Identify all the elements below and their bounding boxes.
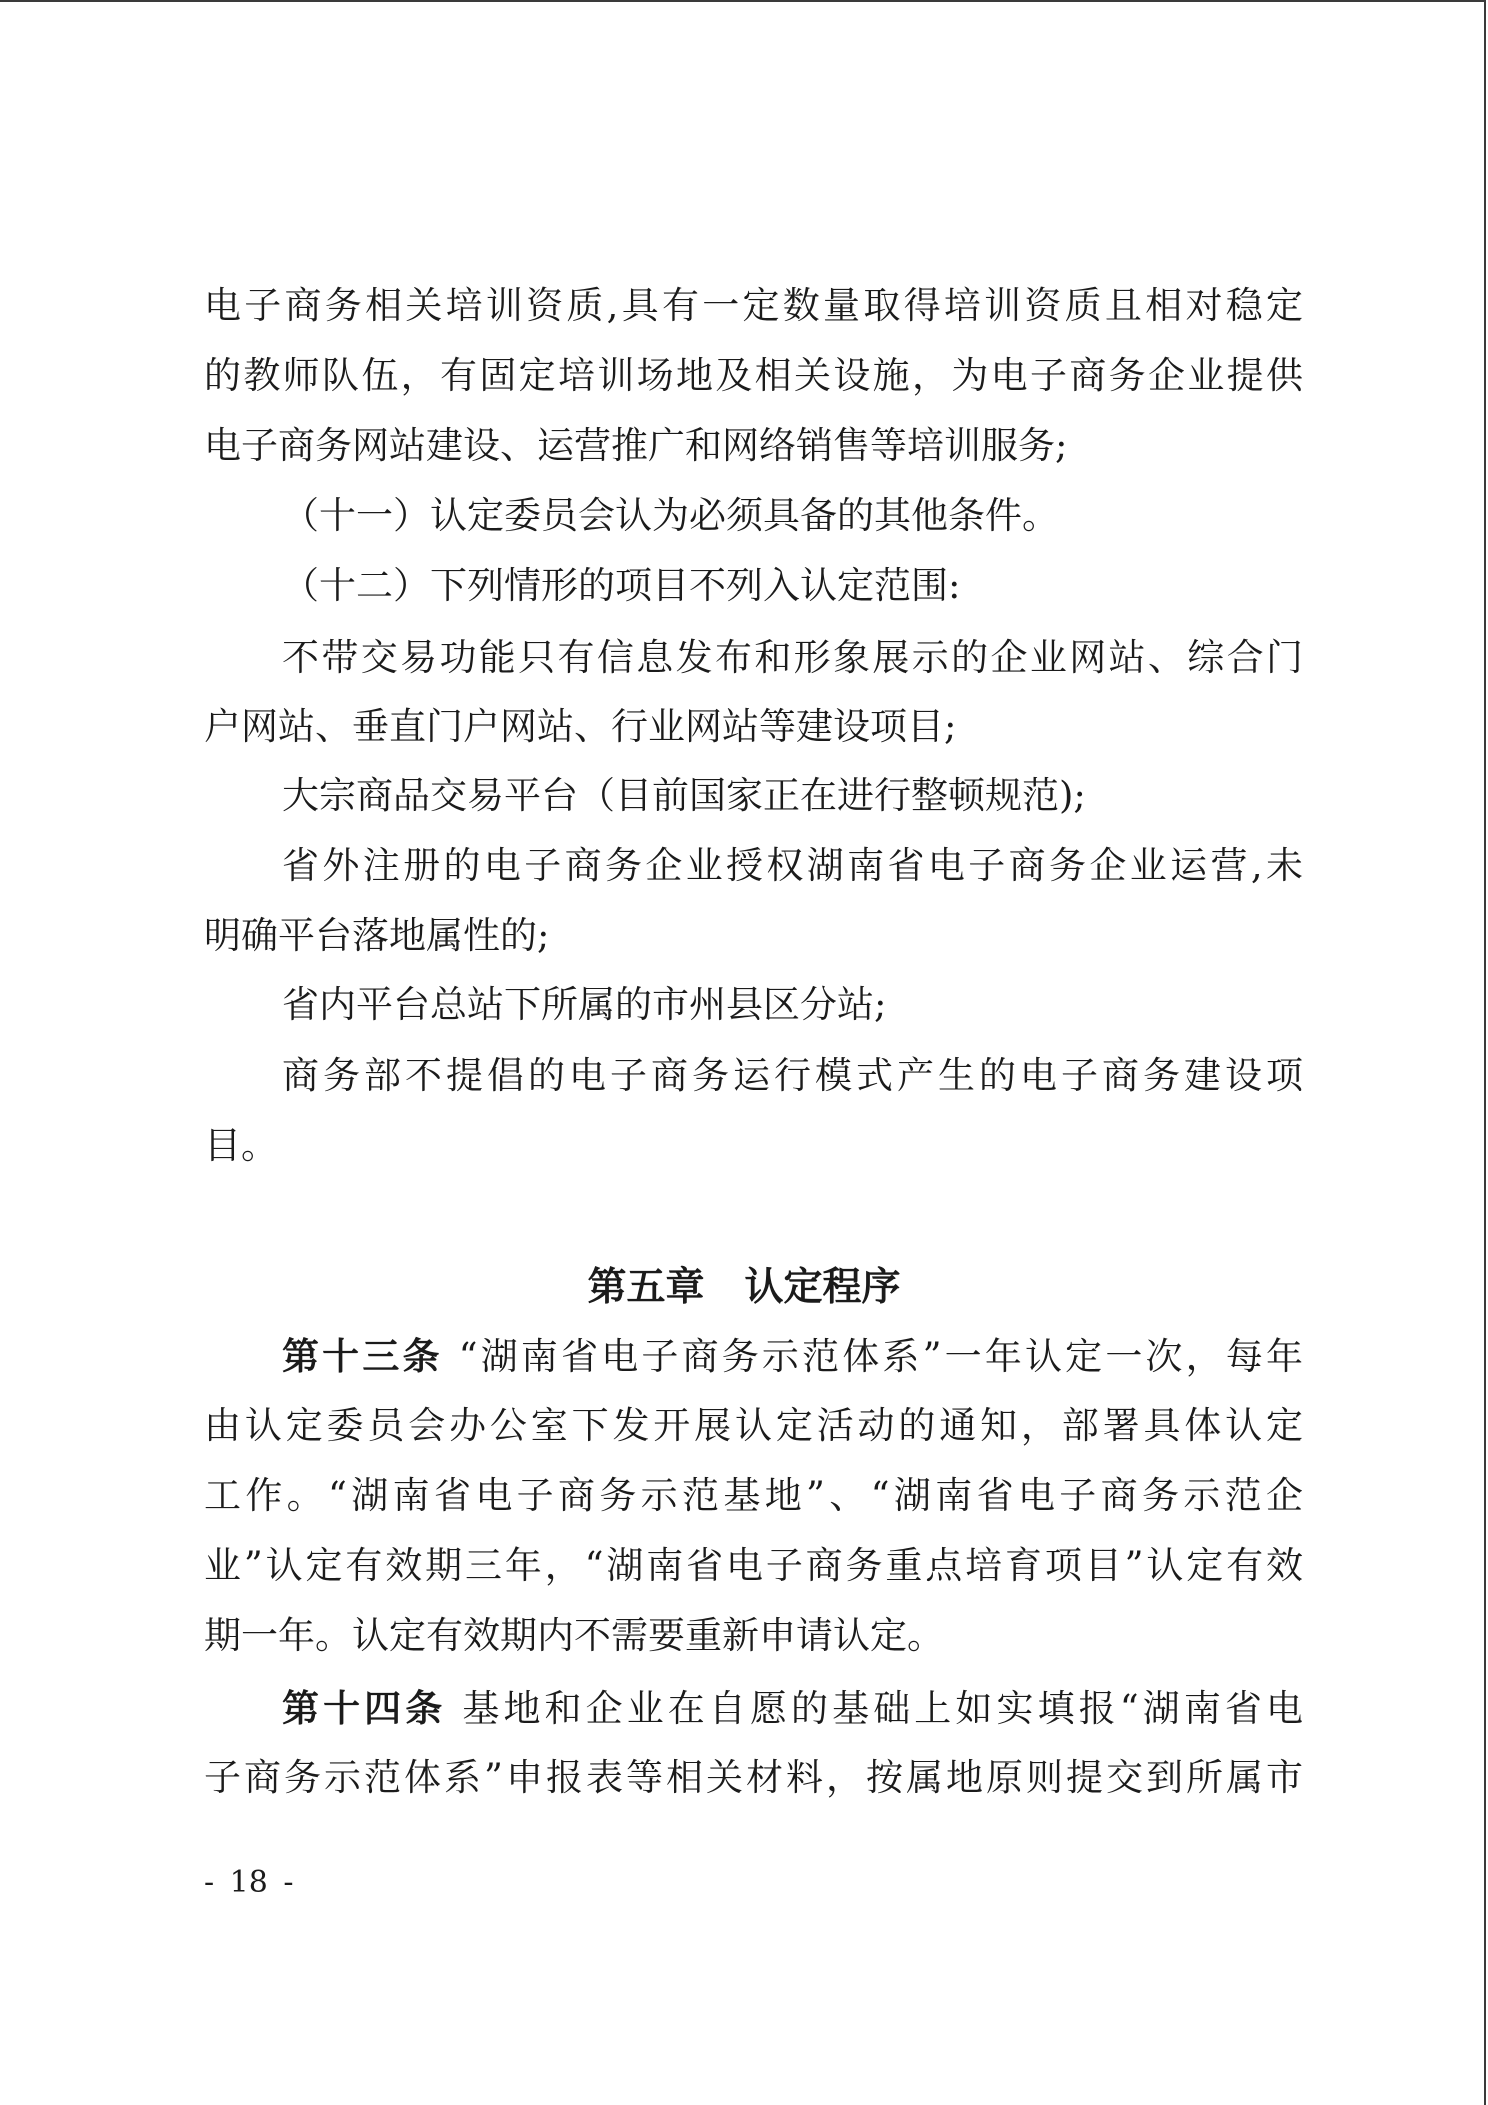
article-14-line: 子商务示范体系”申报表等相关材料，按属地原则提交到所属市 [204, 1756, 1303, 1799]
article-14-first-line [204, 1673, 1303, 1743]
article-13-label: 第十三条 [282, 1334, 443, 1378]
article-13-line: 工作。“湖南省电子商务示范基地”、“湖南省电子商务示范企 [204, 1474, 1303, 1517]
article-14-text: 基地和企业在自愿的基础上如实填报“湖南省电 [462, 1687, 1303, 1730]
article-13-line: 期一年。认定有效期内不需要重新申请认定。 [204, 1614, 944, 1657]
item-11: （十一）认定委员会认为必须具备的其他条件。 [282, 494, 1059, 537]
body-line: 电子商务网站建设、运营推广和网络销售等培训服务; [204, 424, 1068, 467]
exclusion-item: 不带交易功能只有信息发布和形象展示的企业网站、综合门 [282, 636, 1303, 679]
body-line: 的教师队伍，有固定培训场地及相关设施，为电子商务企业提供 [204, 354, 1303, 397]
exclusion-item: 省内平台总站下所属的市州县区分站; [282, 983, 887, 1026]
exclusion-item-continued: 户网站、垂直门户网站、行业网站等建设项目; [204, 705, 957, 748]
exclusion-item: 商务部不提倡的电子商务运行模式产生的电子商务建设项 [282, 1054, 1303, 1097]
chapter-title: 认定程序 [744, 1264, 901, 1310]
article-13-text: “湖南省电子商务示范体系”一年认定一次，每年 [458, 1335, 1303, 1378]
page-number: - 18 - [204, 1865, 294, 1900]
exclusion-item: 省外注册的电子商务企业授权湖南省电子商务企业运营,未 [282, 844, 1303, 887]
article-14-label: 第十四条 [282, 1686, 447, 1730]
chapter-heading [0, 1252, 1488, 1322]
article-13-first-line [204, 1321, 1303, 1391]
body-line: 电子商务相关培训资质,具有一定数量取得培训资质且相对稳定 [204, 284, 1303, 327]
chapter-number: 第五章 [587, 1264, 705, 1310]
exclusion-item: 大宗商品交易平台（目前国家正在进行整顿规范); [282, 774, 1086, 817]
exclusion-item-continued: 明确平台落地属性的; [204, 914, 550, 957]
article-13-line: 业”认定有效期三年，“湖南省电子商务重点培育项目”认定有效 [204, 1544, 1303, 1587]
item-12-heading: （十二）下列情形的项目不列入认定范围: [282, 564, 961, 607]
exclusion-item-continued: 目。 [204, 1124, 278, 1167]
article-13-line: 由认定委员会办公室下发开展认定活动的通知，部署具体认定 [204, 1404, 1303, 1447]
